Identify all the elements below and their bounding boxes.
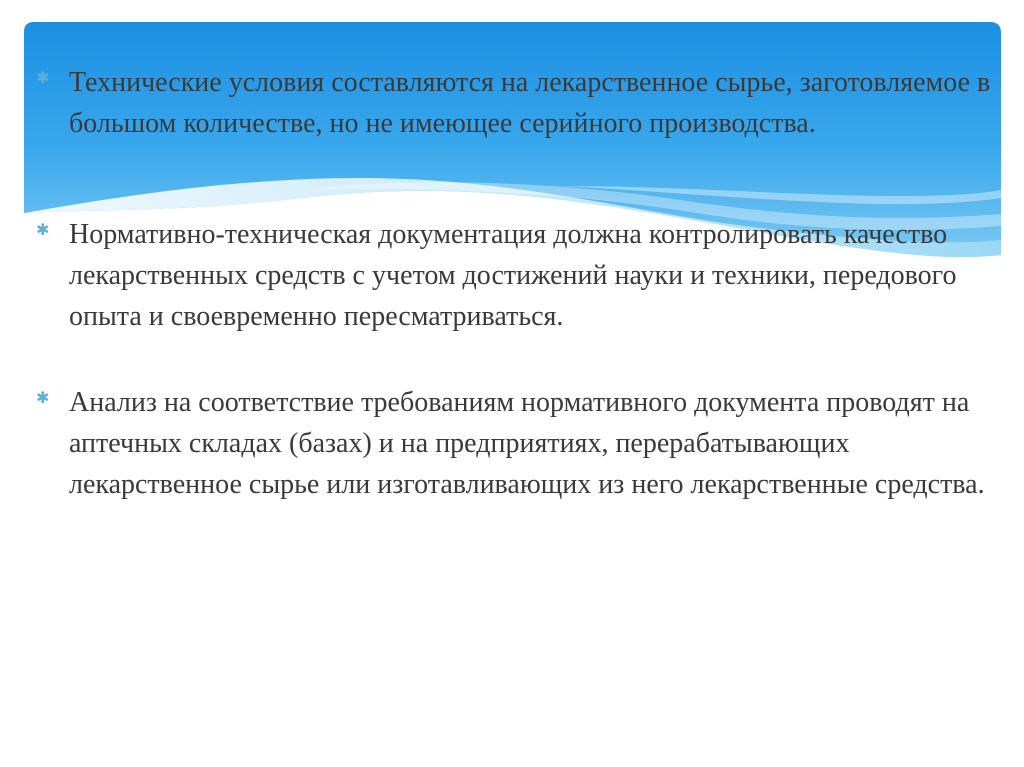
asterisk-icon: ✱: [36, 388, 50, 407]
bullet-item: [36, 214, 1011, 337]
bullet-text: Технические условия составляются на лекарственное сырье, заготовляемое в большом количестве, но не имеющее серийного производства.: [69, 67, 991, 139]
asterisk-icon: ✱: [36, 68, 50, 87]
bullet-text: Нормативно-техническая документация должна контролировать качество лекарственных средств с учетом достижений науки и техники, передового опыта и своевременно пересматриваться.: [69, 219, 957, 332]
bullet-list: [36, 62, 1011, 505]
bullet-text: Анализ на соответствие требованиям нормативного документа проводят на аптечных складах (базах) и на предприятиях, перерабатывающих лекарственное сырье или изготавливающих из него лекарственные средства.: [69, 387, 985, 500]
asterisk-icon: ✱: [36, 220, 50, 239]
bullet-item: [36, 382, 1011, 505]
bullet-item: [36, 62, 1011, 144]
